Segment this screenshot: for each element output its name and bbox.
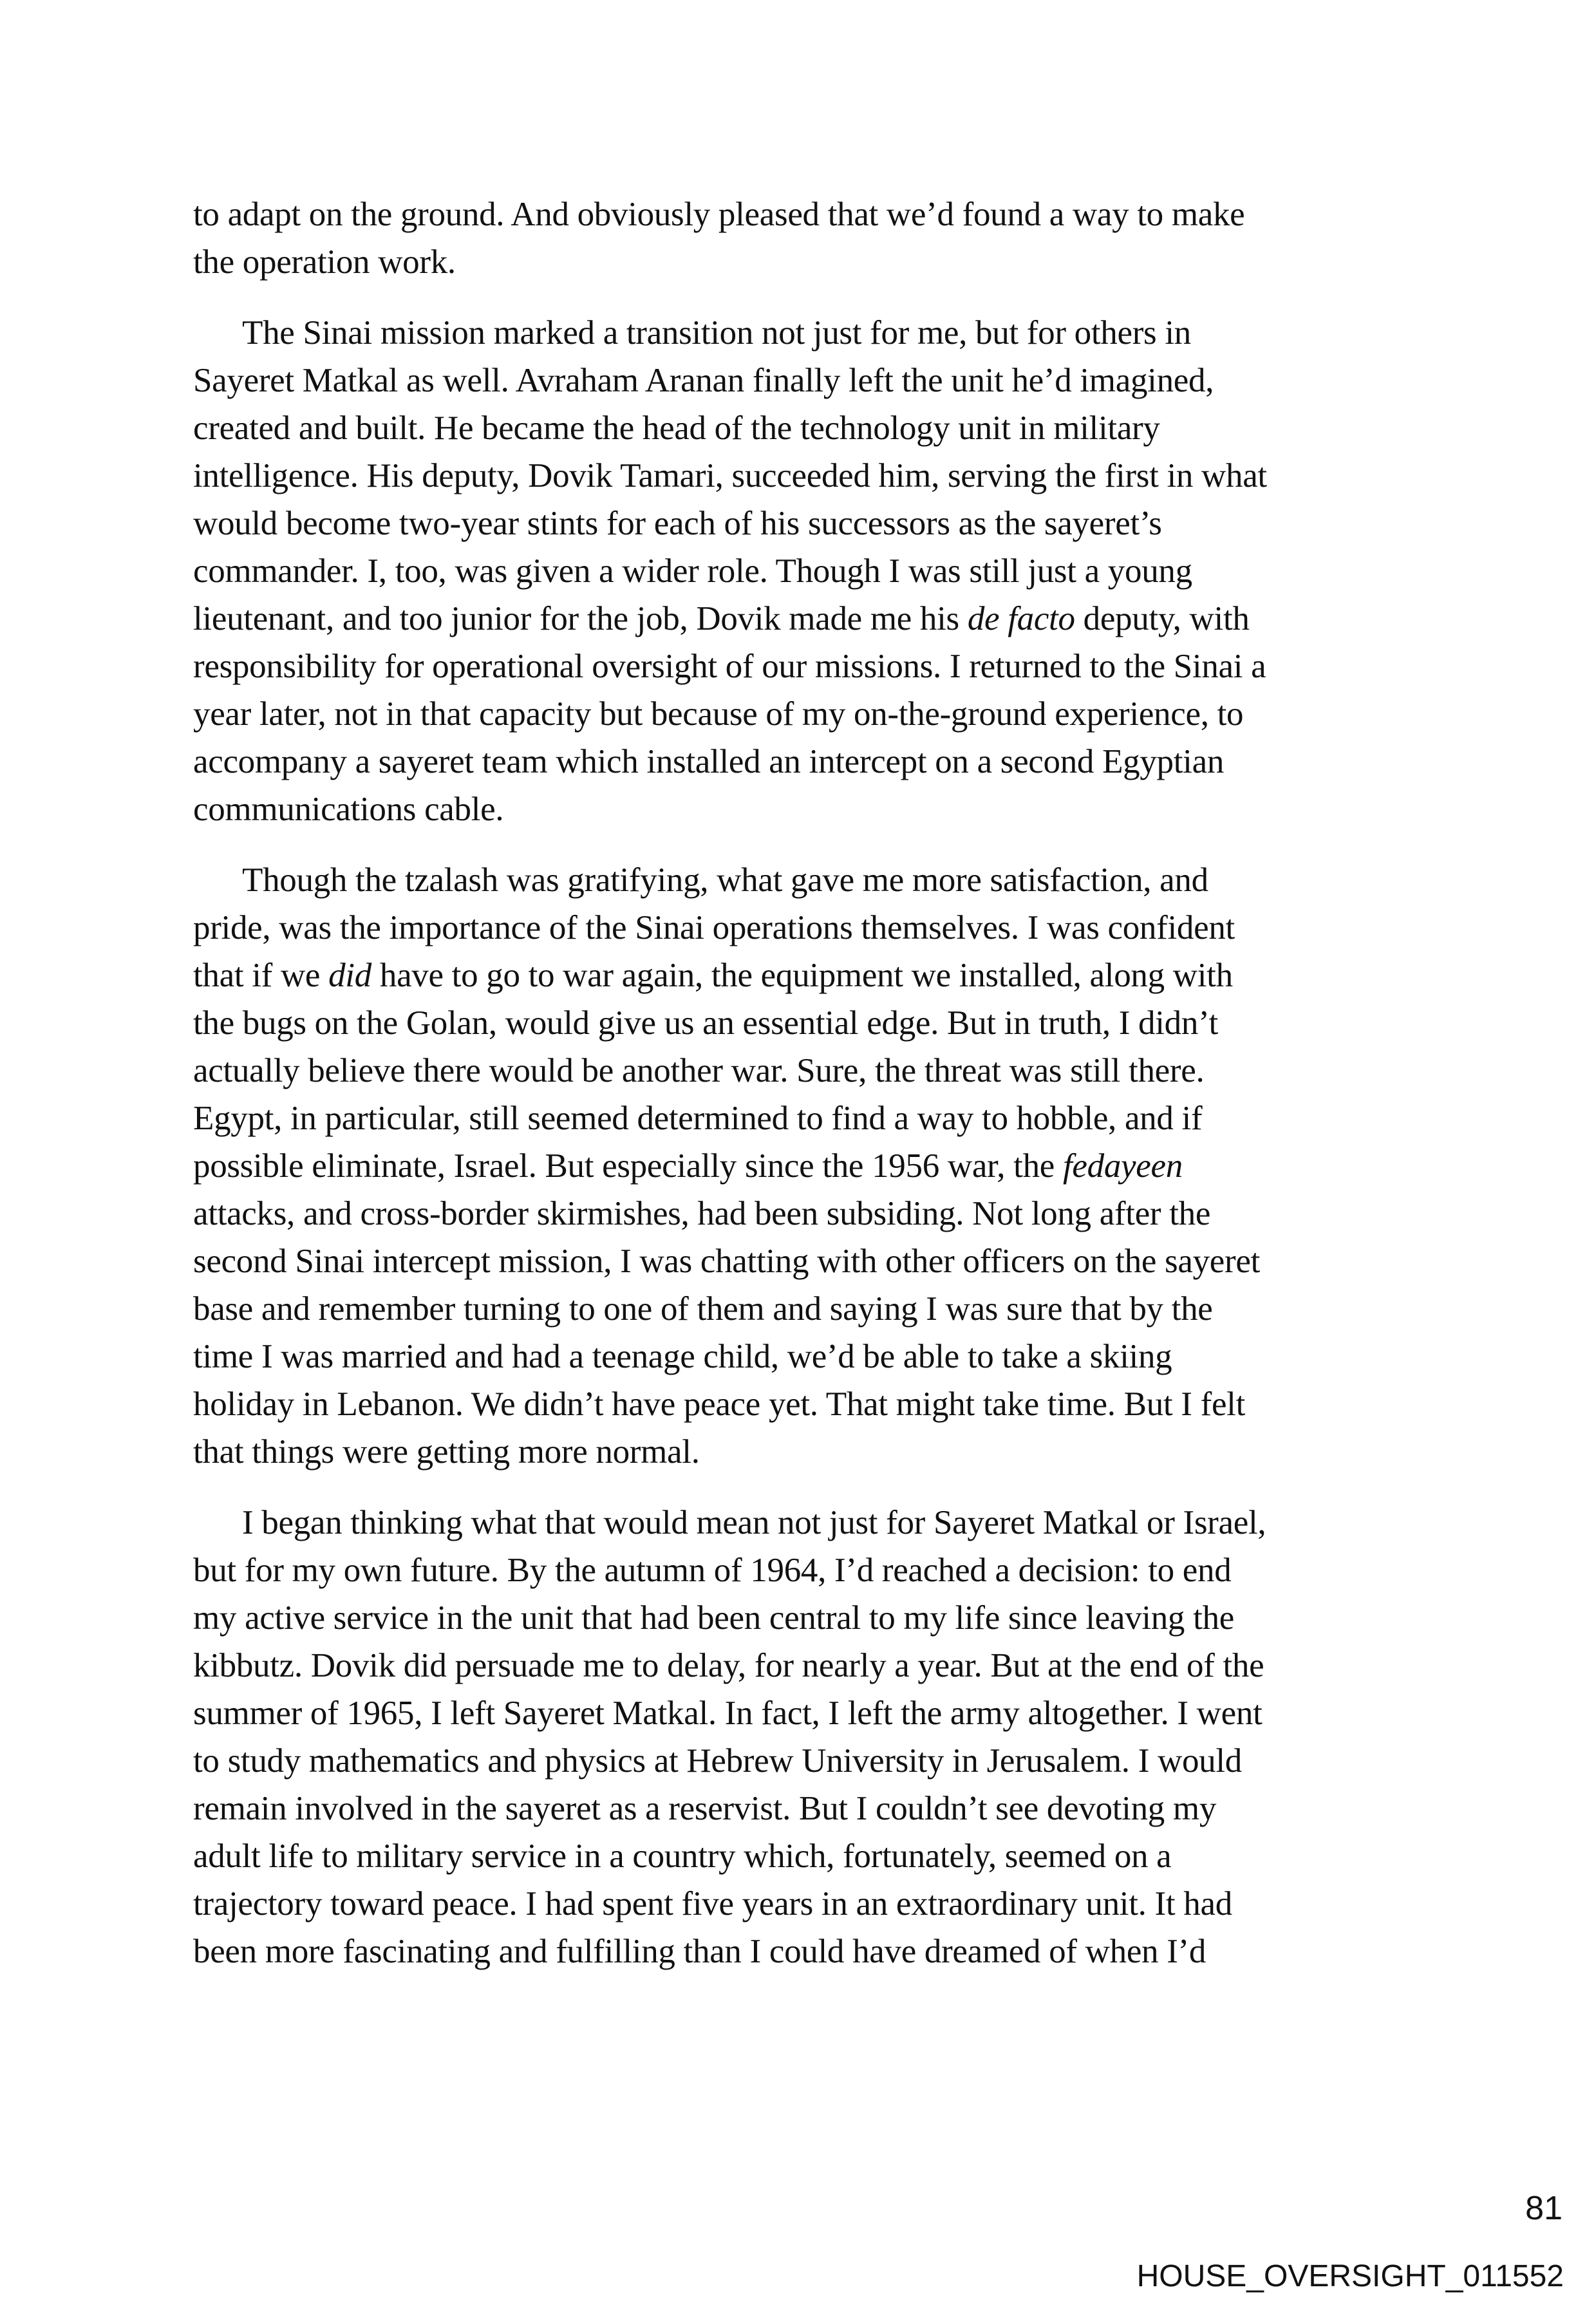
text-line xyxy=(193,785,1413,833)
text-run: time I was married and had a teenage child, we’d be able to take a skiing xyxy=(193,1338,1172,1375)
text-run: Though the tzalash was gratifying, what gave me more satisfaction, and xyxy=(242,861,1208,899)
text-line xyxy=(193,904,1413,952)
text-run: Sayeret Matkal as well. Avraham Aranan finally left the unit he’d imagined, xyxy=(193,362,1214,399)
text-line xyxy=(193,1380,1413,1428)
text-run: but for my own future. By the autumn of 1964, I’d reached a decision: to end xyxy=(193,1552,1232,1589)
text-run: base and remember turning to one of them and saying I was sure that by the xyxy=(193,1290,1213,1328)
text-run: communications cable. xyxy=(193,791,504,828)
italic-text: fedayeen xyxy=(1062,1147,1183,1185)
text-line xyxy=(193,952,1413,999)
text-line xyxy=(193,690,1413,738)
text-run: deputy, with xyxy=(1075,600,1250,637)
text-line xyxy=(193,1285,1413,1333)
text-run: year later, not in that capacity but because of my on-the-ground experience, to xyxy=(193,695,1244,733)
text-run: to adapt on the ground. And obviously pleased that we’d found a way to make xyxy=(193,196,1245,233)
paragraph xyxy=(193,856,1413,1476)
text-run: actually believe there would be another war. Sure, the threat was still there. xyxy=(193,1052,1205,1089)
text-line xyxy=(193,238,1413,286)
text-line xyxy=(193,1737,1413,1785)
text-line xyxy=(193,1546,1413,1594)
text-line xyxy=(193,1642,1413,1689)
italic-text: de facto xyxy=(967,600,1075,637)
text-run: the bugs on the Golan, would give us an essential edge. But in truth, I didn’t xyxy=(193,1004,1218,1042)
text-run: possible eliminate, Israel. But especially since the 1956 war, the xyxy=(193,1147,1063,1185)
text-line xyxy=(193,191,1413,238)
text-line xyxy=(193,1333,1413,1380)
text-line xyxy=(193,547,1413,595)
text-run: intelligence. His deputy, Dovik Tamari, succeeded him, serving the first in what xyxy=(193,457,1267,494)
text-line xyxy=(193,1689,1413,1737)
text-line xyxy=(193,1928,1413,1975)
text-run: I began thinking what that would mean not just for Sayeret Matkal or Israel, xyxy=(242,1504,1266,1541)
text-line xyxy=(193,357,1413,404)
page-number: 81 xyxy=(1525,2190,1563,2227)
text-line xyxy=(193,1237,1413,1285)
text-run: trajectory toward peace. I had spent five years in an extraordinary unit. It had xyxy=(193,1885,1232,1922)
text-run: remain involved in the sayeret as a reservist. But I couldn’t see devoting my xyxy=(193,1790,1217,1827)
text-run: commander. I, too, was given a wider role. Though I was still just a young xyxy=(193,552,1192,590)
text-line xyxy=(193,1785,1413,1832)
text-line xyxy=(193,1047,1413,1095)
italic-text: did xyxy=(328,957,371,994)
text-line xyxy=(193,1190,1413,1237)
text-line xyxy=(193,1832,1413,1880)
text-run: attacks, and cross-border skirmishes, had been subsiding. Not long after the xyxy=(193,1195,1211,1232)
text-run: pride, was the importance of the Sinai operations themselves. I was confident xyxy=(193,909,1235,946)
text-line xyxy=(193,1880,1413,1928)
text-line xyxy=(193,856,1413,904)
text-run: that if we xyxy=(193,957,329,994)
text-run: second Sinai intercept mission, I was chatting with other officers on the sayeret xyxy=(193,1243,1261,1280)
text-run: lieutenant, and too junior for the job, Dovik made me his xyxy=(193,600,968,637)
text-line xyxy=(193,404,1413,452)
text-run: adult life to military service in a country which, fortunately, seemed on a xyxy=(193,1838,1172,1875)
paragraph xyxy=(193,191,1413,286)
text-run: The Sinai mission marked a transition not just for me, but for others in xyxy=(242,314,1191,352)
paragraph xyxy=(193,1499,1413,1975)
text-run: summer of 1965, I left Sayeret Matkal. In fact, I left the army altogether. I went xyxy=(193,1695,1263,1732)
paragraph-list xyxy=(193,191,1413,1975)
text-run: have to go to war again, the equipment we installed, along with xyxy=(371,957,1233,994)
text-run: responsibility for operational oversight of our missions. I returned to the Sinai a xyxy=(193,648,1266,685)
text-line xyxy=(193,643,1413,690)
text-run: the operation work. xyxy=(193,243,456,281)
text-run: my active service in the unit that had been central to my life since leaving the xyxy=(193,1599,1234,1637)
text-line xyxy=(193,1142,1413,1190)
bates-number: HOUSE_OVERSIGHT_011552 xyxy=(1136,2259,1564,2293)
text-run: holiday in Lebanon. We didn’t have peace yet. That might take time. But I felt xyxy=(193,1386,1246,1423)
text-line xyxy=(193,738,1413,785)
text-line xyxy=(193,1594,1413,1642)
text-run: to study mathematics and physics at Hebrew University in Jerusalem. I would xyxy=(193,1742,1242,1780)
text-run: would become two-year stints for each of his successors as the sayeret’s xyxy=(193,505,1162,542)
text-line xyxy=(193,1095,1413,1142)
page-body xyxy=(193,191,1413,1998)
text-line xyxy=(193,595,1413,643)
text-line xyxy=(193,1428,1413,1476)
text-line xyxy=(193,999,1413,1047)
text-run: Egypt, in particular, still seemed determined to find a way to hobble, and if xyxy=(193,1100,1203,1137)
text-run: kibbutz. Dovik did persuade me to delay, for nearly a year. But at the end of the xyxy=(193,1647,1264,1684)
text-line xyxy=(193,1499,1413,1546)
text-line xyxy=(193,309,1413,357)
text-run: that things were getting more normal. xyxy=(193,1433,700,1471)
text-run: been more fascinating and fulfilling than I could have dreamed of when I’d xyxy=(193,1933,1206,1970)
paragraph xyxy=(193,309,1413,833)
text-run: created and built. He became the head of the technology unit in military xyxy=(193,409,1160,447)
text-line xyxy=(193,500,1413,547)
text-line xyxy=(193,452,1413,500)
text-run: accompany a sayeret team which installed an intercept on a second Egyptian xyxy=(193,743,1225,780)
